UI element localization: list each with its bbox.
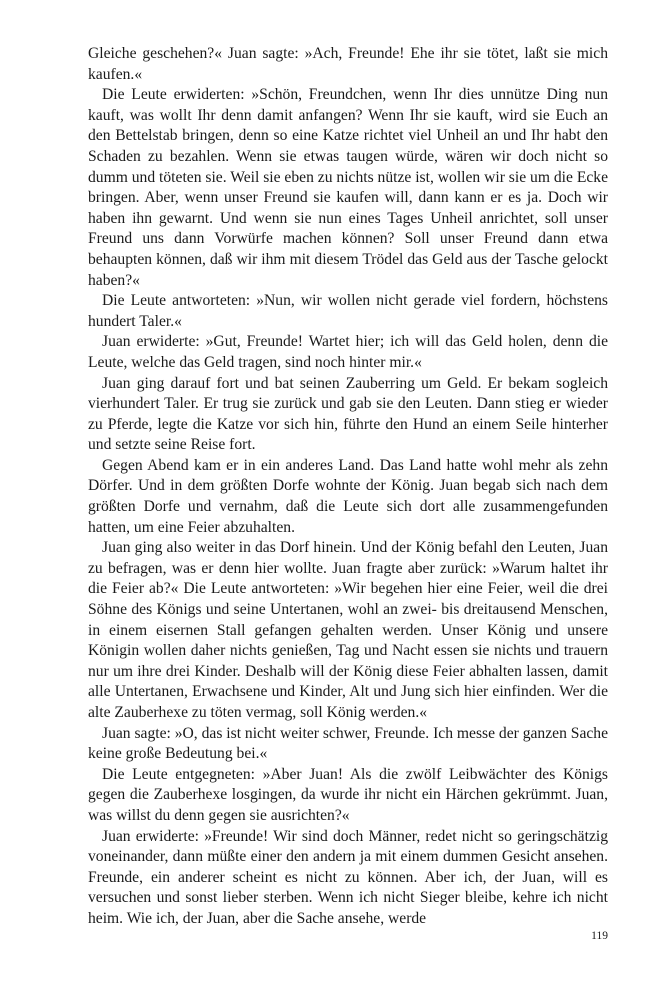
paragraph-continued: Gleiche geschehen?« Juan sagte: »Ach, Freunde! Ehe ihr sie tötet, laßt sie mich kaufen.«	[88, 45, 608, 83]
paragraph: Juan sagte: »O, das ist nicht weiter schwer, Freunde. Ich messe der ganzen Sache keine große Bedeutung bei.«	[88, 724, 609, 763]
paragraph: Juan erwiderte: »Freunde! Wir sind doch Männer, redet nicht so geringschätzig voneinander, dann müßte einer den andern ja mit einem dummen Gesicht ansehen. Freunde, ein anderer scheint es nicht zu können. Aber ich, der Juan, will es versuchen und sonst lieber sterben. Wenn ich nicht Sieger bleibe, kehre ich nicht heim. Wie ich, der Juan, aber die Sache ansehe, werde	[88, 827, 608, 927]
paragraph: Gegen Abend kam er in ein anderes Land. Das Land hatte wohl mehr als zehn Dörfer. Und in dem größten Dorfe wohnte der König. Juan begab sich nach dem größten Dorfe und vernahm, daß die Leute sich dort alle zusammengefunden hatten, um eine Feier abzuhalten.	[88, 456, 608, 536]
paragraph: Die Leute antworteten: »Nun, wir wollen nicht gerade viel fordern, höchstens hundert Taler.«	[88, 292, 608, 330]
page-number: 119	[591, 930, 608, 942]
paragraph: Juan ging also weiter in das Dorf hinein. Und der König befahl den Leuten, Juan zu befragen, was er denn hier wollte. Juan fragte aber zurück: »Warum haltet ihr die Feier ab?« Die Leute antworteten: »Wir begehen hier eine Feier, weil die drei Söhne des Königs und seine Untertanen, wohl an zwei- bis dreitausend Menschen, in einem eisernen Stall gefangen gehalten werden. Unser König und unsere Königin wollen daher nichts genießen, Tag und Nacht essen sie nichts und trauern nur um ihre drei Kinder. Deshalb will der König diese Feier abhalten lassen, damit alle Untertanen, Erwachsene und Kinder, Alt und Jung sich hier einfinden. Wer die alte Zauberhexe zu töten vermag, soll König werden.«	[88, 539, 608, 721]
page-body	[88, 44, 608, 930]
paragraph: Die Leute erwiderten: »Schön, Freundchen, wenn Ihr dies unnütze Ding nun kauft, was wollt Ihr denn damit anfangen? Wenn Ihr sie kauft, wird sie Euch an den Bettelstab bringen, denn so eine Katze richtet viel Unheil an und Ihr habt den Schaden zu bezahlen. Wenn sie etwas taugen würde, wären wir doch nicht so dumm und töteten sie. Weil sie eben zu nichts nütze ist, wollen wir sie um die Ecke bringen. Aber, wenn unser Freund sie kaufen will, dann kann er es ja. Doch wir haben ihn gewarnt. Und wenn sie nun eines Tages Unheil anrichtet, soll unser Freund uns dann Vorwürfe machen können? Soll unser Freund dann etwa behaupten können, daß wir ihm mit diesem Trödel das Geld aus der Tasche gelockt haben?«	[88, 86, 608, 289]
paragraph: Juan ging darauf fort und bat seinen Zauberring um Geld. Er bekam sogleich vierhundert Taler. Er trug sie zurück und gab sie den Leuten. Dann stieg er wieder zu Pferde, legte die Katze vor sich hin, führte den Hund an einem Seile hinterher und setzte seine Reise fort.	[88, 374, 608, 454]
paragraph: Juan erwiderte: »Gut, Freunde! Wartet hier; ich will das Geld holen, denn die Leute, welche das Geld tragen, sind noch hinter mir.«	[88, 333, 608, 371]
paragraph: Die Leute entgegneten: »Aber Juan! Als die zwölf Leibwächter des Königs gegen die Zauberhexe losgingen, da wurde ihr nicht ein Härchen gekrümmt. Juan, was willst du denn gegen sie ausrichten?«	[88, 765, 608, 824]
